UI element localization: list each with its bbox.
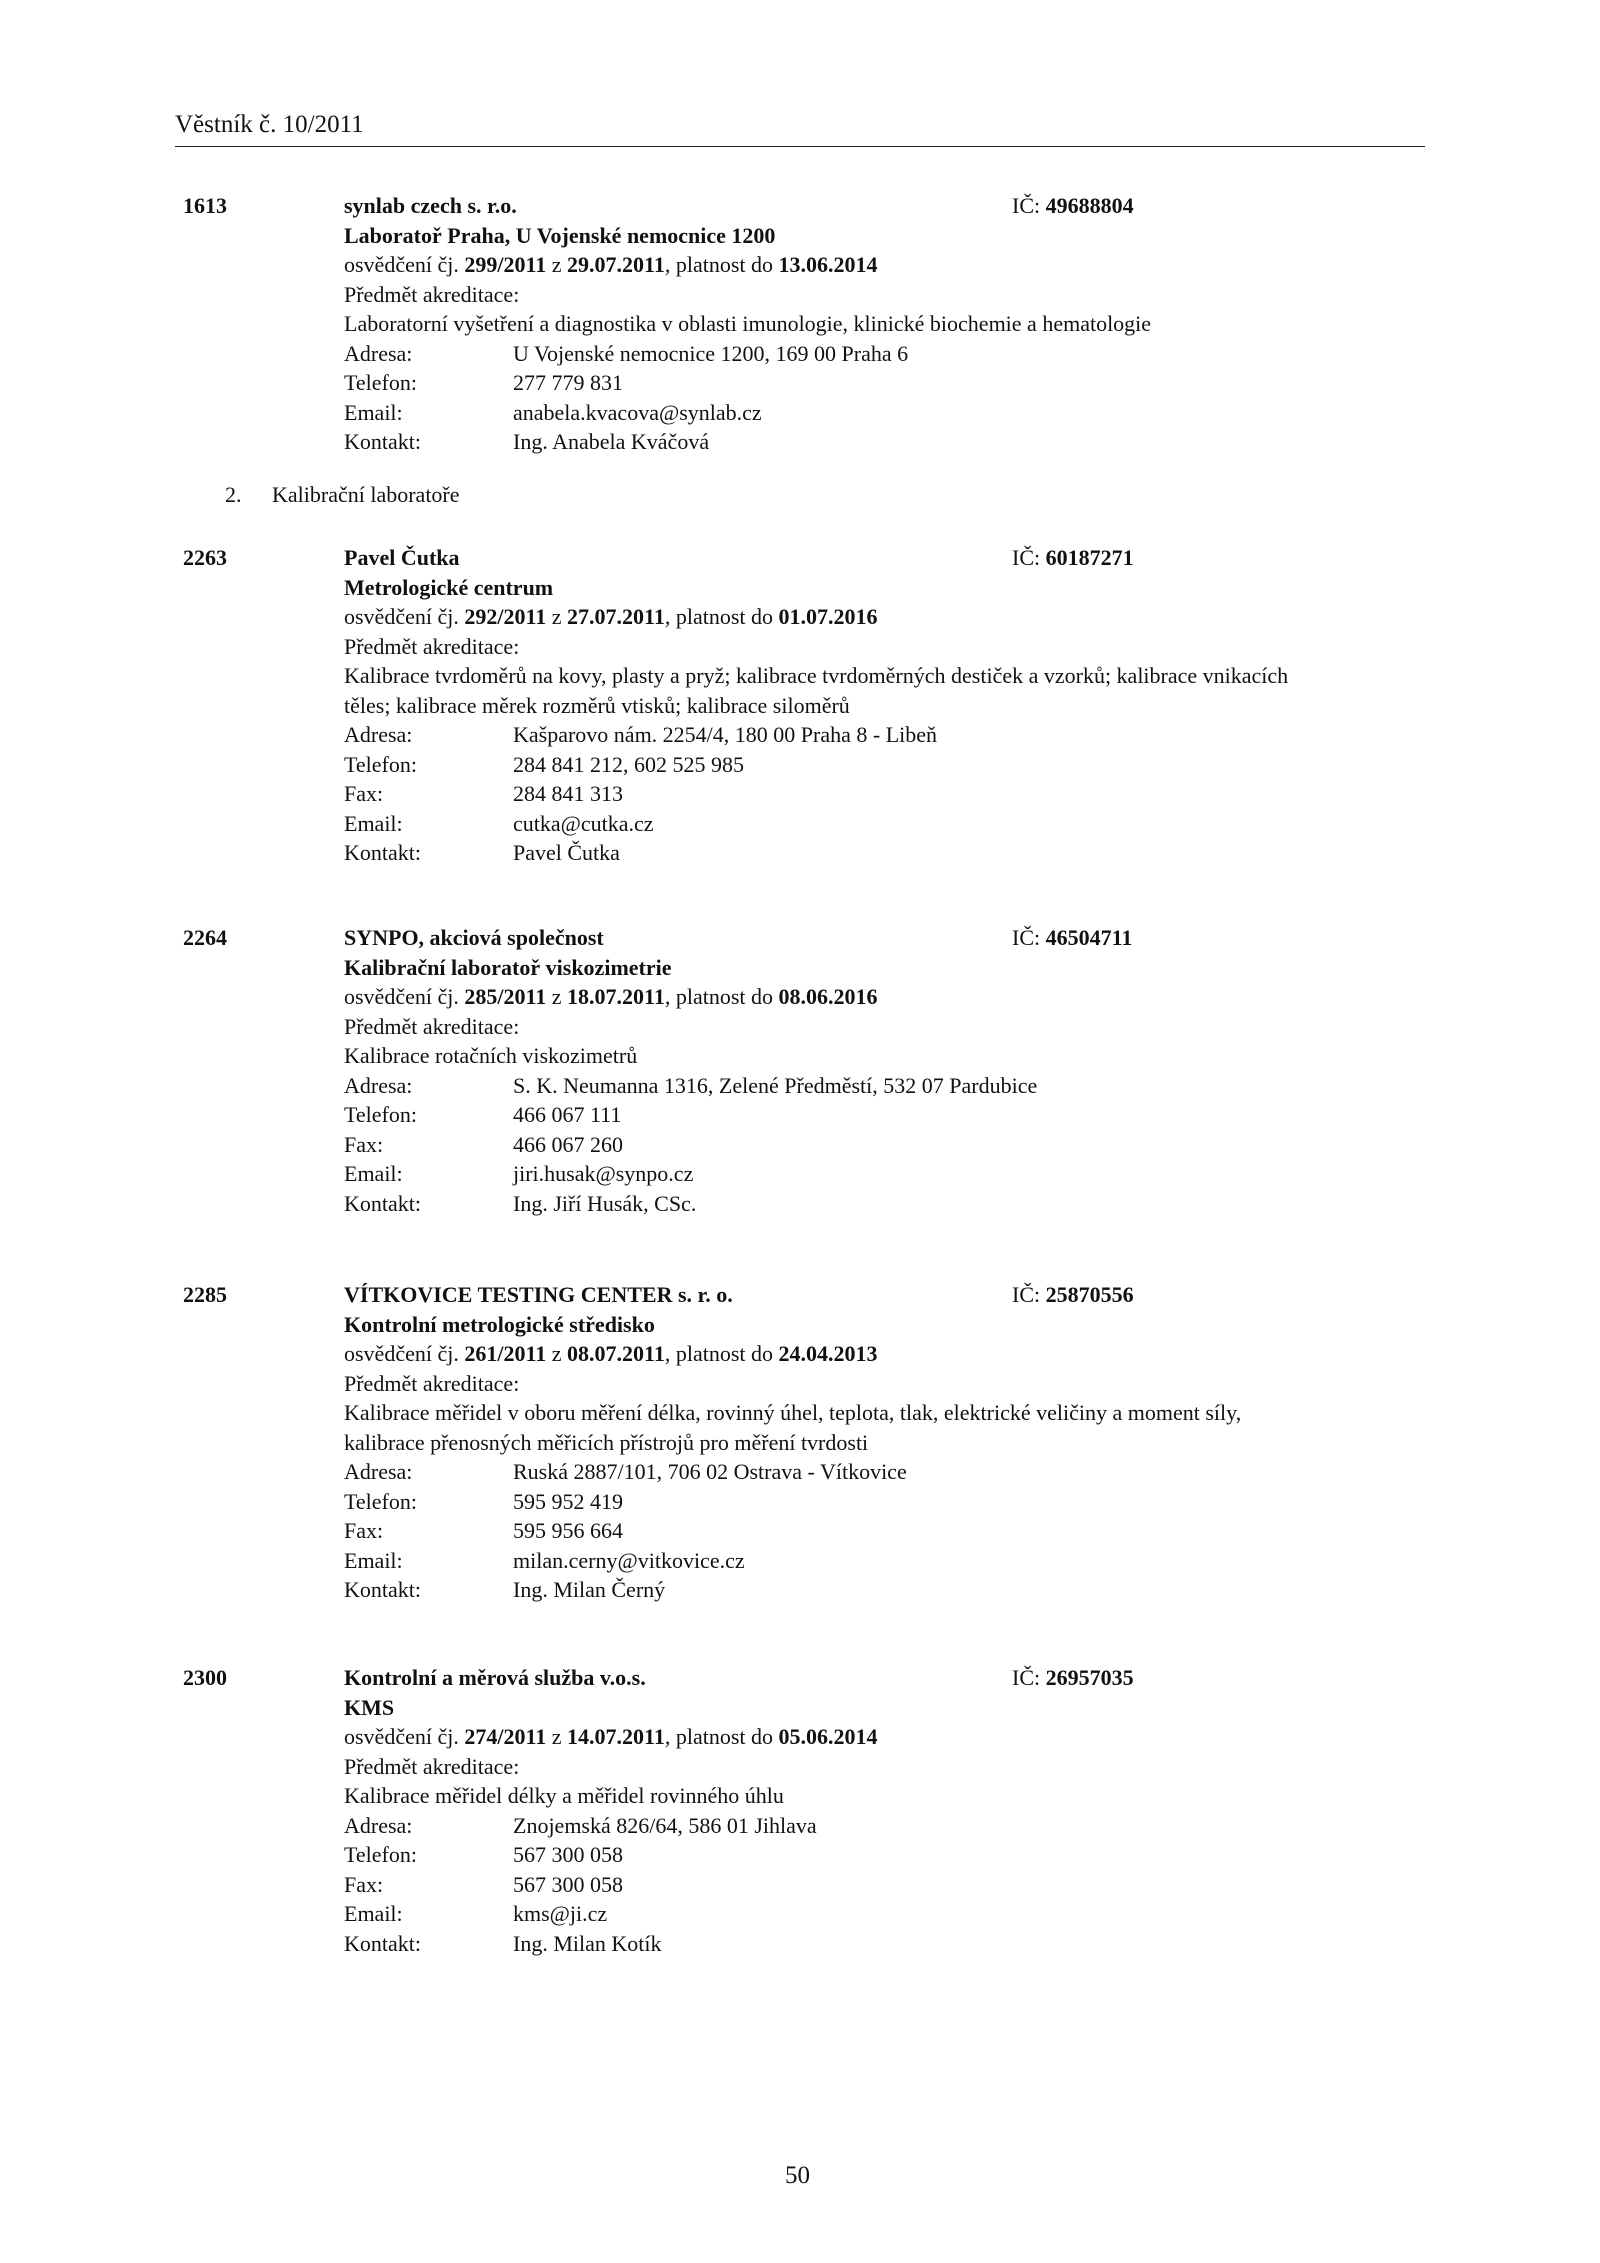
certificate-z: z	[546, 252, 568, 277]
subject-text: Laboratorní vyšetření a diagnostika v oblasti imunologie, klinické biochemie a hematologie	[344, 311, 1152, 336]
field-value: 284 841 313	[513, 781, 623, 806]
field-label: Adresa:	[344, 1072, 413, 1098]
field-value: 595 956 664	[513, 1518, 623, 1543]
field-value: 466 067 260	[513, 1131, 623, 1157]
field-label: Fax:	[344, 1871, 384, 1897]
entry-certificate	[344, 604, 878, 630]
certificate-prefix: osvědčení čj.	[344, 1724, 465, 1749]
field-value: milan.cerny@vitkovice.cz	[513, 1547, 745, 1573]
entry-name: SYNPO, akciová společnost	[344, 925, 604, 950]
entry-ic	[1012, 1282, 1134, 1308]
certificate-valid-to: 13.06.2014	[778, 252, 878, 277]
field-label: Telefon:	[344, 370, 417, 395]
certificate-date: 27.07.2011	[567, 604, 665, 629]
entry-number: 2300	[183, 1665, 227, 1690]
field-value: Ing. Milan Kotík	[513, 1930, 662, 1956]
certificate-validity-label: , platnost do	[664, 984, 779, 1009]
ic-value: 49688804	[1045, 193, 1134, 218]
page-number: 50	[785, 2162, 810, 2189]
field-value: Znojemská 826/64, 586 01 Jihlava	[513, 1812, 817, 1838]
field-label: Fax:	[344, 1131, 384, 1157]
field-label: Telefon:	[344, 751, 417, 777]
certificate-z: z	[546, 1724, 568, 1749]
certificate-number: 261/2011	[464, 1341, 547, 1366]
ic-value: 25870556	[1045, 1282, 1134, 1307]
field-value: 567 300 058	[513, 1871, 623, 1897]
entry-name: VÍTKOVICE TESTING CENTER s. r. o.	[344, 1282, 733, 1307]
certificate-validity-label: , platnost do	[664, 1724, 779, 1749]
entry-unit: Kalibrační laboratoř viskozimetrie	[344, 954, 672, 980]
entry-ic	[1012, 193, 1134, 219]
entry-unit: Kontrolní metrologické středisko	[344, 1311, 655, 1337]
entry-ic	[1012, 1665, 1134, 1691]
entry-unit: KMS	[344, 1694, 395, 1720]
certificate-number: 285/2011	[464, 984, 547, 1009]
field-value: Ing. Milan Černý	[513, 1577, 666, 1602]
field-value: S. K. Neumanna 1316, Zelené Předměstí, 532 07 Pardubice	[513, 1072, 1038, 1098]
field-label: Telefon:	[344, 1102, 417, 1127]
field-value: U Vojenské nemocnice 1200, 169 00 Praha 6	[513, 340, 909, 366]
certificate-validity-label: , platnost do	[664, 252, 779, 277]
entry-number: 2285	[183, 1282, 227, 1307]
entry-number: 2263	[183, 545, 227, 570]
field-label: Telefon:	[344, 1842, 417, 1867]
entry-name: synlab czech s. r.o.	[344, 193, 517, 218]
field-value: 466 067 111	[513, 1102, 622, 1127]
subject-text: Kalibrace tvrdoměrů na kovy, plasty a pryž; kalibrace tvrdoměrných destiček a vzorků; kalibrace vnikacích	[344, 663, 1289, 688]
subject-label: Předmět akreditace:	[344, 1370, 520, 1396]
ic-label: IČ:	[1012, 545, 1046, 570]
certificate-number: 274/2011	[464, 1724, 547, 1749]
certificate-date: 14.07.2011	[567, 1724, 665, 1749]
subject-label: Předmět akreditace:	[344, 281, 520, 307]
field-value: jiri.husak@synpo.cz	[513, 1161, 694, 1186]
entry-ic	[1012, 925, 1132, 951]
field-label: Kontakt:	[344, 1930, 421, 1956]
certificate-number: 292/2011	[464, 604, 547, 629]
field-label: Email:	[344, 810, 403, 836]
entry-certificate	[344, 1341, 878, 1367]
certificate-date: 29.07.2011	[567, 252, 665, 277]
field-value: 595 952 419	[513, 1488, 623, 1514]
field-label: Kontakt:	[344, 429, 421, 454]
certificate-valid-to: 01.07.2016	[778, 604, 878, 629]
subject-label: Předmět akreditace:	[344, 633, 520, 659]
certificate-number: 299/2011	[464, 252, 547, 277]
field-value: Ing. Anabela Kváčová	[513, 429, 710, 454]
certificate-prefix: osvědčení čj.	[344, 1341, 465, 1366]
certificate-z: z	[546, 1341, 568, 1366]
subject-label: Předmět akreditace:	[344, 1753, 520, 1779]
field-label: Adresa:	[344, 1812, 413, 1838]
section-number: 2.	[225, 482, 242, 507]
field-value: 567 300 058	[513, 1842, 623, 1867]
entry-name: Kontrolní a měrová služba v.o.s.	[344, 1665, 646, 1690]
field-label: Email:	[344, 399, 403, 425]
field-value: anabela.kvacova@synlab.cz	[513, 399, 762, 425]
subject-text: těles; kalibrace měrek rozměrů vtisků; kalibrace siloměrů	[344, 692, 850, 718]
subject-text: Kalibrace rotačních viskozimetrů	[344, 1043, 638, 1068]
field-label: Fax:	[344, 1518, 384, 1543]
ic-label: IČ:	[1012, 1665, 1046, 1690]
certificate-validity-label: , platnost do	[664, 1341, 779, 1366]
ic-value: 26957035	[1045, 1665, 1134, 1690]
field-label: Adresa:	[344, 340, 413, 366]
field-label: Kontakt:	[344, 840, 421, 865]
field-label: Email:	[344, 1547, 403, 1573]
entry-number: 2264	[183, 925, 227, 950]
certificate-prefix: osvědčení čj.	[344, 252, 465, 277]
ic-value: 46504711	[1045, 925, 1133, 950]
section-heading: Kalibrační laboratoře	[272, 482, 460, 507]
field-value: cutka@cutka.cz	[513, 810, 654, 836]
field-value: 284 841 212, 602 525 985	[513, 751, 744, 777]
certificate-date: 08.07.2011	[567, 1341, 665, 1366]
entry-unit: Laboratoř Praha, U Vojenské nemocnice 1200	[344, 222, 776, 248]
field-value: 277 779 831	[513, 370, 623, 395]
certificate-z: z	[546, 604, 568, 629]
page-header-title: Věstník č. 10/2011	[175, 111, 364, 138]
certificate-valid-to: 05.06.2014	[778, 1724, 878, 1749]
field-label: Email:	[344, 1161, 403, 1186]
field-label: Adresa:	[344, 722, 413, 747]
field-label: Adresa:	[344, 1459, 413, 1484]
header-divider	[175, 146, 1425, 147]
field-label: Fax:	[344, 781, 384, 806]
field-value: Kašparovo nám. 2254/4, 180 00 Praha 8 - Libeň	[513, 722, 938, 747]
certificate-validity-label: , platnost do	[664, 604, 779, 629]
subject-text: Kalibrace měřidel délky a měřidel rovinného úhlu	[344, 1783, 784, 1808]
field-value: kms@ji.cz	[513, 1901, 608, 1926]
ic-label: IČ:	[1012, 193, 1046, 218]
certificate-date: 18.07.2011	[567, 984, 665, 1009]
entry-name: Pavel Čutka	[344, 545, 460, 570]
ic-value: 60187271	[1045, 545, 1134, 570]
field-value: Pavel Čutka	[513, 840, 620, 865]
ic-label: IČ:	[1012, 1282, 1046, 1307]
subject-text: Kalibrace měřidel v oboru měření délka, rovinný úhel, teplota, tlak, elektrické veličiny a moment síly,	[344, 1400, 1242, 1425]
entry-unit: Metrologické centrum	[344, 574, 554, 600]
entry-certificate	[344, 984, 878, 1010]
certificate-prefix: osvědčení čj.	[344, 984, 465, 1009]
field-label: Telefon:	[344, 1488, 417, 1514]
subject-label: Předmět akreditace:	[344, 1013, 520, 1039]
subject-text: kalibrace přenosných měřicích přístrojů pro měření tvrdosti	[344, 1429, 869, 1455]
entry-number: 1613	[183, 193, 227, 218]
field-value: Ruská 2887/101, 706 02 Ostrava - Vítkovice	[513, 1459, 907, 1484]
entry-ic	[1012, 545, 1134, 571]
certificate-valid-to: 24.04.2013	[778, 1341, 878, 1366]
field-label: Kontakt:	[344, 1190, 421, 1216]
field-label: Email:	[344, 1901, 403, 1926]
field-value: Ing. Jiří Husák, CSc.	[513, 1190, 697, 1216]
certificate-z: z	[546, 984, 568, 1009]
field-label: Kontakt:	[344, 1577, 421, 1602]
ic-label: IČ:	[1012, 925, 1046, 950]
certificate-valid-to: 08.06.2016	[778, 984, 878, 1009]
certificate-prefix: osvědčení čj.	[344, 604, 465, 629]
entry-certificate	[344, 1724, 878, 1750]
entry-certificate	[344, 252, 878, 278]
